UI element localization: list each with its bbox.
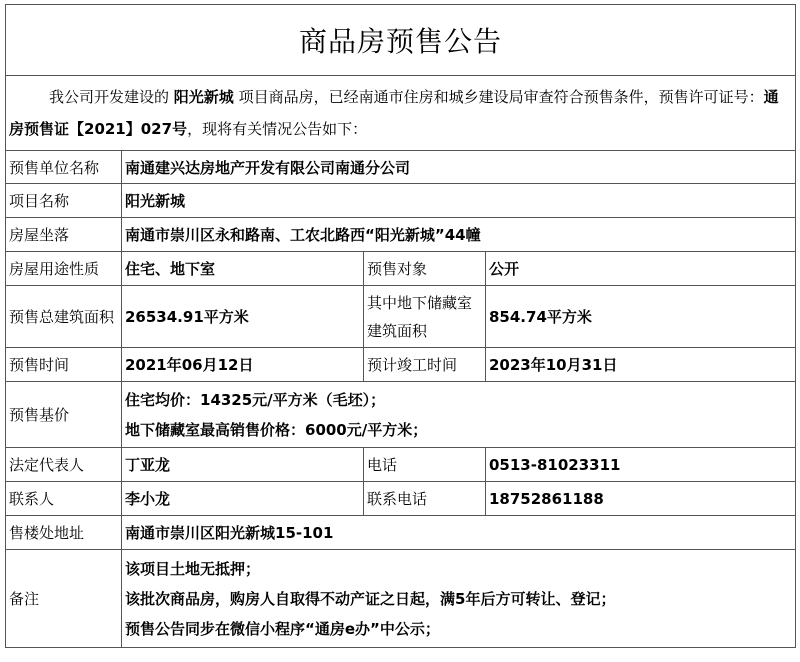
row-area <box>6 286 796 348</box>
base-price-value <box>122 382 796 448</box>
base-price-label: 预售基价 <box>6 382 122 448</box>
phone-label: 电话 <box>364 448 486 482</box>
presale-time-label: 预售时间 <box>6 348 122 382</box>
intro-project-name: 阳光新城 <box>173 88 234 106</box>
sales-office-value: 南通市崇川区阳光新城15-101 <box>122 516 796 550</box>
storage-area-label: 其中地下储藏室建筑面积 <box>364 286 486 348</box>
usage-value: 住宅、地下室 <box>122 252 364 286</box>
usage-label: 房屋用途性质 <box>6 252 122 286</box>
intro-text-2: 项目商品房，已经南通市住房和城乡建设局审查符合预售条件，预售许可证号： <box>238 88 764 106</box>
seller-label: 预售单位名称 <box>6 151 122 184</box>
row-project-name <box>6 184 796 218</box>
intro-permit-number: 通房预售证【2021】027号 <box>9 88 779 138</box>
contact-phone-label: 联系电话 <box>364 482 486 516</box>
row-remarks <box>6 550 796 648</box>
presale-target-label: 预售对象 <box>364 252 486 286</box>
intro-text-1: 我公司开发建设的 <box>49 88 170 106</box>
row-legal-rep <box>6 448 796 482</box>
phone-value: 0513-81023311 <box>486 448 796 482</box>
residential-price: 住宅均价：14325元/平方米（毛坯）； <box>125 390 386 409</box>
presale-target-value: 公开 <box>486 252 796 286</box>
project-name-label: 项目名称 <box>6 184 122 218</box>
presale-time-value: 2021年06月12日 <box>122 348 364 382</box>
contact-label: 联系人 <box>6 482 122 516</box>
storage-area-value: 854.74平方米 <box>486 286 796 348</box>
row-seller <box>6 151 796 184</box>
sales-office-label: 售楼处地址 <box>6 516 122 550</box>
remark-line-2: 该批次商品房，购房人自取得不动产证之日起，满5年后方可转让、登记； <box>125 589 616 608</box>
remark-line-1: 该项目土地无抵押； <box>125 559 261 578</box>
total-area-label: 预售总建筑面积 <box>6 286 122 348</box>
project-name-value: 阳光新城 <box>122 184 796 218</box>
contact-phone-value: 18752861188 <box>486 482 796 516</box>
remark-line-3: 预售公告同步在微信小程序“通房e办”中公示； <box>125 619 440 638</box>
completion-time-value: 2023年10月31日 <box>486 348 796 382</box>
row-sales-office <box>6 516 796 550</box>
row-time <box>6 348 796 382</box>
storage-price: 地下储藏室最高销售价格：6000元/平方米； <box>125 420 428 439</box>
remarks-value <box>122 550 796 648</box>
remarks-label: 备注 <box>6 550 122 648</box>
row-location <box>6 218 796 252</box>
intro-text-3: ，现将有关情况公告如下： <box>187 120 368 138</box>
seller-value: 南通建兴达房地产开发有限公司南通分公司 <box>122 151 796 184</box>
notice-intro <box>6 76 796 151</box>
contact-value: 李小龙 <box>122 482 364 516</box>
notice-title: 商品房预售公告 <box>6 5 796 76</box>
location-value: 南通市崇川区永和路南、工农北路西“阳光新城”44幢 <box>122 218 796 252</box>
row-price <box>6 382 796 448</box>
legal-rep-label: 法定代表人 <box>6 448 122 482</box>
completion-time-label: 预计竣工时间 <box>364 348 486 382</box>
location-label: 房屋坐落 <box>6 218 122 252</box>
row-usage <box>6 252 796 286</box>
legal-rep-value: 丁亚龙 <box>122 448 364 482</box>
row-contact <box>6 482 796 516</box>
total-area-value: 26534.91平方米 <box>122 286 364 348</box>
presale-notice-table <box>5 4 796 648</box>
